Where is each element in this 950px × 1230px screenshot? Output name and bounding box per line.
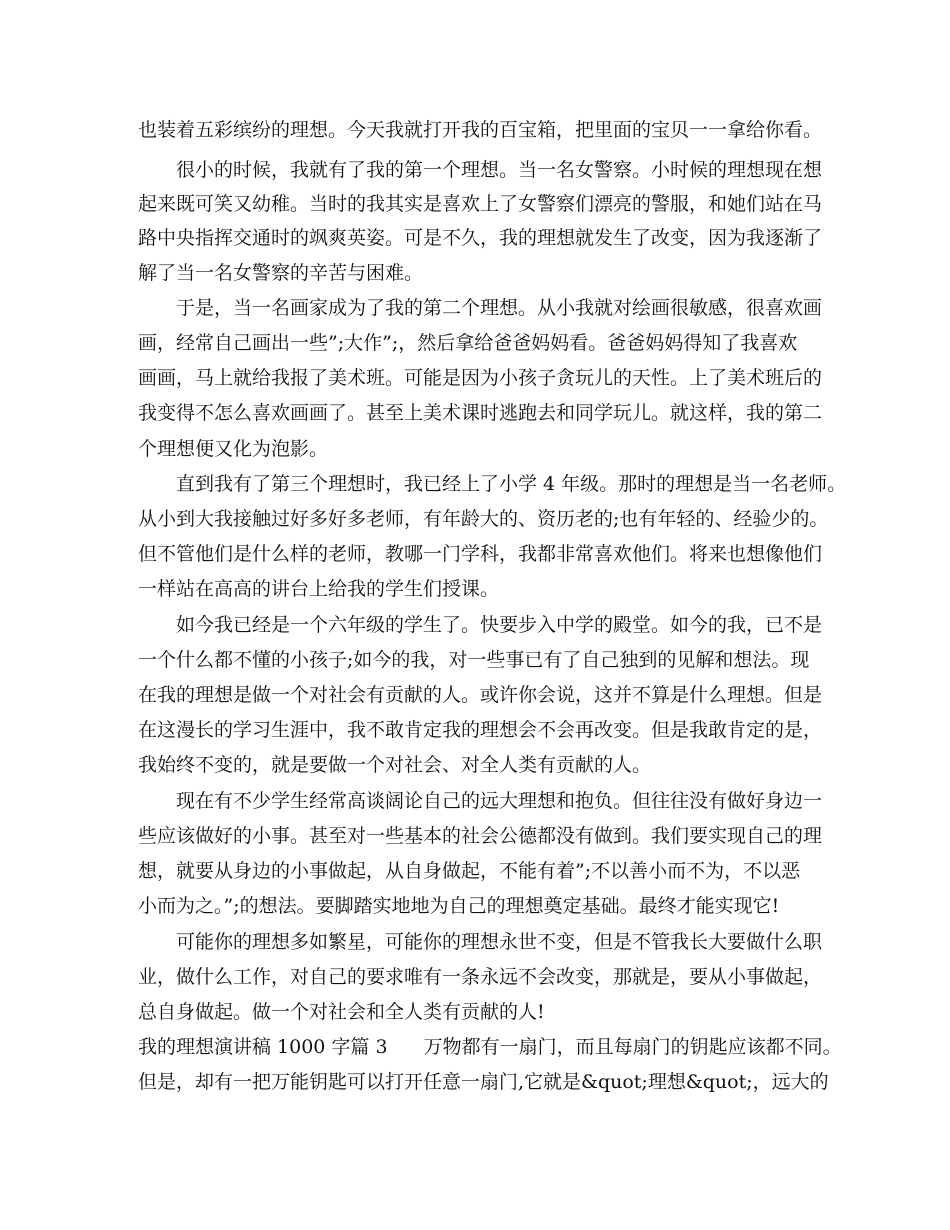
section-heading: 我的理想演讲稿 1000 字篇 3 (138, 1036, 388, 1058)
text-line: 个理想便又化为泡影。 (138, 438, 329, 460)
text-line: 业，做什么工作，对自己的要求唯有一条永远不会改变，那就是，要从小事做起， (138, 966, 823, 988)
text-line: 也装着五彩缤纷的理想。今天我就打开我的百宝箱，把里面的宝贝一一拿给你看。 (138, 119, 823, 141)
section-heading-line (138, 1036, 842, 1058)
section-opening-sentence: 万物都有一扇门，而且每扇门的钥匙应该都不同。 (423, 1036, 842, 1058)
paragraph-start-line: 可能你的理想多如繁星，可能你的理想永世不变，但是不管我长大要做什么职 (176, 931, 823, 953)
text-line: 一个什么都不懂的小孩子;如今的我，对一些事已有了自己独到的见解和想法。现 (138, 649, 810, 671)
text-line: 我变得不怎么喜欢画画了。甚至上美术课时逃跑去和同学玩儿。就这样，我的第二 (138, 402, 823, 424)
text-line: 从小到大我接触过好多好多老师，有年龄大的、资历老的;也有年轻的、经验少的。 (138, 508, 829, 530)
text-line: 起来既可笑又幼稚。当时的我其实是喜欢上了女警察们漂亮的警服，和她们站在马 (138, 193, 823, 215)
text-line: 在我的理想是做一个对社会有贡献的人。或许你会说，这并不算是什么理想。但是 (138, 684, 823, 706)
text-line: 画画，马上就给我报了美术班。可能是因为小孩子贪玩儿的天性。上了美术班后的 (138, 367, 823, 389)
text-line: 小而为之。”;的想法。要脚踏实地地为自己的理想奠定基础。最终才能实现它! (138, 895, 780, 917)
text-line: 但是，却有一把万能钥匙可以打开任意一扇门,它就是&quot;理想&quot;，远大的 (138, 1071, 829, 1093)
text-line: 解了当一名女警察的辛苦与困难。 (138, 262, 424, 284)
text-line: 路中央指挥交通时的飒爽英姿。可是不久，我的理想就发生了改变，因为我逐渐了 (138, 227, 823, 249)
text-line: 想，就要从身边的小事做起，从自身做起，不能有着”;不以善小而不为，不以恶 (138, 860, 801, 882)
paragraph-start-line: 如今我已经是一个六年级的学生了。快要步入中学的殿堂。如今的我，已不是 (176, 614, 823, 636)
text-line: 总自身做起。做一个对社会和全人类有贡献的人! (138, 1001, 545, 1023)
text-line: 但不管他们是什么样的老师，教哪一门学科，我都非常喜欢他们。将来也想像他们 (138, 543, 823, 565)
paragraph-start-line: 直到我有了第三个理想时，我已经上了小学 4 年级。那时的理想是当一名老师。 (176, 473, 847, 495)
text-line: 些应该做好的小事。甚至对一些基本的社会公德都没有做到。我们要实现自己的理 (138, 825, 823, 847)
text-line: 画，经常自己画出一些”;大作”;，然后拿给爸爸妈妈看。爸爸妈妈得知了我喜欢 (138, 332, 798, 354)
paragraph-start-line: 于是，当一名画家成为了我的第二个理想。从小我就对绘画很敏感，很喜欢画 (176, 297, 823, 319)
paragraph-start-line: 很小的时候，我就有了我的第一个理想。当一名女警察。小时候的理想现在想 (176, 159, 823, 181)
text-line: 在这漫长的学习生涯中，我不敢肯定我的理想会不会再改变。但是我敢肯定的是， (138, 719, 823, 741)
paragraph-start-line: 现在有不少学生经常高谈阔论自己的远大理想和抱负。但往往没有做好身边一 (176, 790, 823, 812)
text-line: 我始终不变的，就是要做一个对社会、对全人类有贡献的人。 (138, 754, 652, 776)
text-line: 一样站在高高的讲台上给我的学生们授课。 (138, 578, 500, 600)
